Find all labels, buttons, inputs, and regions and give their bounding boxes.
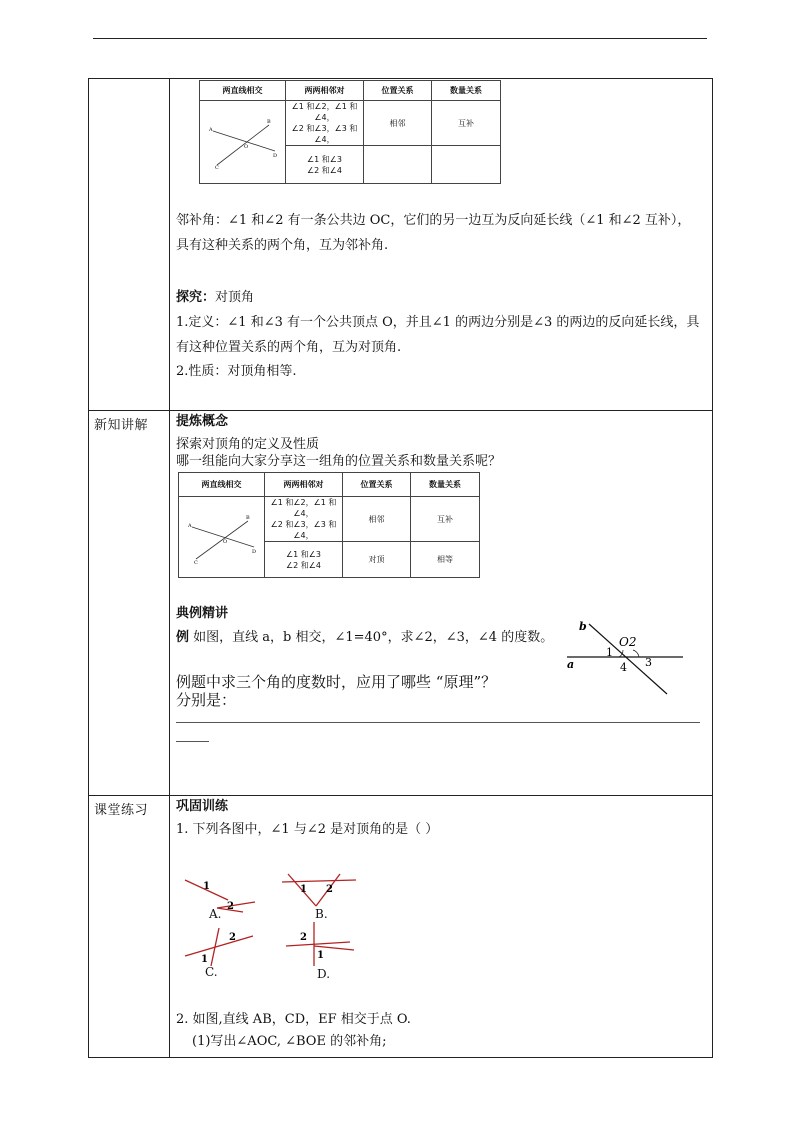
option-figure-c (183, 926, 258, 966)
angle-label-1: 1 (203, 881, 210, 892)
explore-label: 探究： (176, 290, 216, 305)
practice-question-1: 1. 下列各图中，∠1 与∠2 是对顶角的是（ ） (176, 822, 439, 837)
figure-label-o: O (222, 538, 227, 545)
table-row-divider-2 (88, 795, 713, 796)
intersecting-lines-figure-cell (179, 497, 265, 578)
angle-label-1: 1 (201, 954, 208, 965)
table-row2-position: 对顶 (343, 542, 411, 578)
figure-label-c: C (214, 164, 219, 171)
option-label-b: B. (315, 907, 328, 921)
table-border-left (88, 78, 89, 1058)
intersecting-lines-figure (182, 507, 262, 565)
table-row2-pairs: ∠1 和∠3 ∠2 和∠4 (265, 542, 343, 578)
angle-label-1: 1 (300, 884, 307, 895)
explore-topic: 对顶角 (215, 290, 255, 305)
figure-label-b: B (245, 514, 250, 521)
table-border-bottom (88, 1057, 713, 1058)
line-label-b: b (579, 620, 587, 633)
adjacent-angle-definition-line1: 邻补角：∠1 和∠2 有一条公共边 OC，它们的另一边互为反向延长线（∠1 和∠2 互补）， (176, 213, 691, 228)
section-heading-concept: 提炼概念 (176, 414, 229, 429)
table-row1-position: 相邻 (364, 101, 432, 146)
figure-label-b: B (266, 118, 271, 125)
summary-table-top (199, 80, 501, 184)
figure-label-d: D (251, 548, 256, 555)
example-figure (563, 612, 685, 698)
table-header-lines: 两直线相交 (200, 81, 286, 101)
vertical-angle-property: 2.性质：对顶角相等. (176, 364, 297, 379)
question-principles: 例题中求三个角的度数时，应用了哪些 “原理”？ (176, 673, 497, 691)
example-label: 例 (176, 630, 190, 645)
angle-label-1: 1 (606, 646, 613, 659)
option-label-d: D. (317, 967, 331, 981)
angle-label-1: 1 (317, 950, 324, 961)
intersecting-lines-figure (203, 111, 283, 171)
option-label-c: C. (205, 965, 218, 979)
table-row1-pairs: ∠1 和∠2，∠1 和∠4， ∠2 和∠3，∠3 和∠4， (265, 497, 343, 542)
adjacent-angle-definition-line2: 具有这种关系的两个角，互为邻补角. (176, 238, 389, 253)
table-header-pairs: 两两相邻对 (265, 473, 343, 497)
row-label-new-knowledge: 新知讲解 (94, 418, 149, 433)
angle-label-2: 2 (326, 884, 333, 895)
table-border-top (88, 78, 713, 79)
angle-label-2: 2 (227, 901, 234, 912)
practice-question-2: 2. 如图,直线 AB，CD，EF 相交于点 O. (176, 1012, 411, 1027)
example-problem (176, 628, 553, 648)
table-header-position: 位置关系 (364, 81, 432, 101)
figure-label-c: C (193, 559, 198, 565)
line-label-a: a (567, 658, 575, 671)
example-text: 如图，直线 a，b 相交，∠1=40°，求∠2，∠3，∠4 的度数。 (189, 630, 554, 645)
concept-line1: 探索对顶角的定义及性质 (176, 437, 320, 452)
practice-question-2-sub1: (1)写出∠AOC, ∠BOE 的邻补角; (192, 1034, 387, 1049)
table-row2-quantity: 相等 (411, 542, 480, 578)
table-row1-quantity: 互补 (411, 497, 480, 542)
option-figure-b (280, 872, 360, 908)
explore-heading (176, 288, 254, 308)
angle-label-4: 4 (620, 661, 627, 674)
option-label-a: A. (209, 907, 222, 921)
vertical-angle-definition-line1: 1.定义：∠1 和∠3 有一个公共顶点 O，并且∠1 的两边分别是∠3 的两边的反向延长线，具 (176, 315, 700, 330)
option-figure-d (284, 920, 356, 968)
figure-label-a: A (208, 126, 213, 133)
table-row1-quantity: 互补 (432, 101, 501, 146)
angle-label-3: 3 (645, 656, 652, 669)
figure-label-d: D (272, 152, 277, 159)
summary-table-middle (178, 472, 480, 578)
table-row2-pairs: ∠1 和∠3 ∠2 和∠4 (286, 146, 364, 184)
figure-label-a: A (187, 522, 192, 529)
table-header-position: 位置关系 (343, 473, 411, 497)
figure-label-o: O (243, 143, 248, 150)
angle-label-2: 2 (229, 932, 236, 943)
point-label-o2: O2 (619, 635, 637, 649)
question-answer-label: 分别是： (176, 691, 237, 709)
vertical-angle-definition-line2: 有这种位置关系的两个角，互为对顶角. (176, 340, 402, 355)
intersecting-lines-figure-cell (200, 101, 286, 184)
table-row2-position (364, 146, 432, 184)
row-label-practice: 课堂练习 (94, 803, 149, 818)
answer-line-1 (176, 722, 700, 723)
table-header-pairs: 两两相邻对 (286, 81, 364, 101)
table-header-quantity: 数量关系 (411, 473, 480, 497)
angle-label-2: 2 (300, 932, 307, 943)
table-row2-quantity (432, 146, 501, 184)
section-heading-example: 典例精讲 (176, 606, 229, 621)
table-header-lines: 两直线相交 (179, 473, 265, 497)
section-heading-practice: 巩固训练 (176, 799, 229, 814)
table-column-divider (169, 78, 170, 1058)
table-row1-pairs: ∠1 和∠2，∠1 和∠4， ∠2 和∠3，∠3 和∠4， (286, 101, 364, 146)
header-rule (93, 38, 707, 39)
concept-line2: 哪一组能向大家分享这一组角的位置关系和数量关系呢？ (176, 454, 502, 469)
table-header-quantity: 数量关系 (432, 81, 501, 101)
table-row1-position: 相邻 (343, 497, 411, 542)
table-border-right (712, 78, 713, 1058)
answer-line-2 (176, 741, 209, 742)
table-row-divider-1 (88, 410, 713, 411)
